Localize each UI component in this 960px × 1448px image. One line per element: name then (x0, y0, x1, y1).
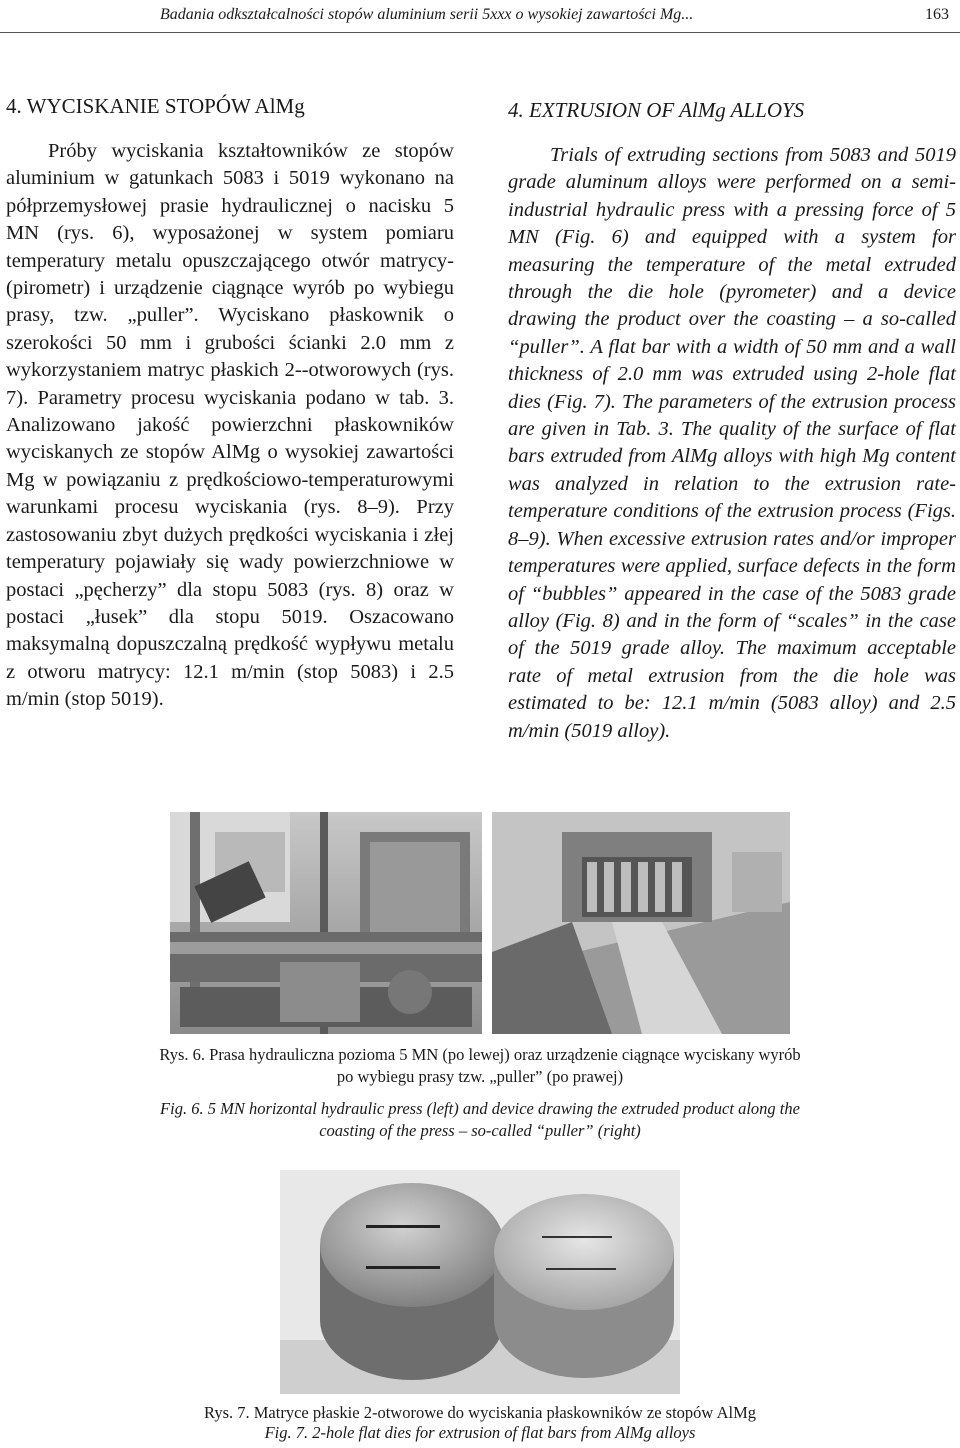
running-title: Badania odkształcalności stopów aluminium serii 5xxx o wysokiej zawartości Mg... (160, 6, 694, 23)
flat-dies-photo (280, 1170, 680, 1394)
section-title-en: 4. EXTRUSION OF AlMg ALLOYS (508, 98, 805, 122)
figure7-caption-pl: Rys. 7. Matryce płaskie 2-otworowe do wyciskania płaskowników ze stopów AlMg (203, 1403, 756, 1422)
figure6-caption-pl: Rys. 6. Prasa hydrauliczna pozioma 5 MN (po lewej) oraz urządzenie ciągnące wyciskany wyrób po wybiegu prasy tzw. „puller” (po prawej) (159, 1045, 801, 1086)
press-photo (170, 812, 482, 1034)
section-title-pl: 4. WYCISKANIE STOPÓW AlMg (6, 94, 305, 118)
page-header (0, 0, 960, 33)
column-english (508, 96, 956, 745)
paragraph-en: Trials of extruding sections from 5083 and 5019 grade aluminum alloys were performed on a semi-industrial hydraulic press with a pressing force of 5 MN (Fig. 6) and equipped with a system for measuring the temperature of the metal extruded through the die hole (pyrometer) and a device drawing the product over the coasting – a so-called “puller”. A flat bar with a width of 50 mm and a wall thickness of 2.0 mm was extruded using 2-hole flat dies (Fig. 7). The parameters of the extrusion process are given in Tab. 3. The quality of the surface of flat bars extruded from AlMg alloys with high Mg content was analyzed in relation to the extrusion rate-temperature conditions of the extrusion process (Figs. 8–9). When excessive extrusion rates and/or improper temperatures were applied, surface defects in the form of “bubbles” appeared in the case of the 5083 grade alloy (Fig. 8) and in the form of “scales” in the case of the 5019 grade alloy. The maximum acceptable rate of metal extrusion from the die hole was estimated to be: 12.1 m/min (5083 alloy) and 2.5 m/min (5019 alloy). (508, 144, 956, 742)
figure6-caption-en: Fig. 6. 5 MN horizontal hydraulic press (left) and device drawing the extruded product along the coasting of the press – so-called “puller” (right) (160, 1099, 800, 1140)
column-polish (6, 92, 454, 714)
paragraph-pl: Próby wyciskania kształtowników ze stopów aluminium w gatunkach 5083 i 5019 wykonano na półprzemysłowej prasie hydraulicznej o nacisku 5 MN (rys. 6), wyposażonej w system pomiaru temperatury metalu opuszczającego otwór matrycy-(pirometr) i urządzenie ciągnące wyrób po wybiegu prasy, tzw. „puller”. Wyciskano płaskownik o szerokości 50 mm i grubości ścianki 2.0 mm z wykorzystaniem matryc płaskich 2--otworowych (rys. 7). Parametry procesu wyciskania podano w tab. 3. Analizowano jakość powierzchni płaskowników wyciskanych ze stopów AlMg o wysokiej zawartości Mg w powiązaniu z prędkościowo-temperaturowymi warunkami procesu wyciskania (rys. 8–9). Przy zastosowaniu zbyt dużych prędkości wyciskania i złej temperatury pojawiały się wady powierzchniowe w postaci „pęcherzy” dla stopu 5083 (rys. 8) oraz w postaci „łusek” dla stopu 5019. Oszacowano maksymalną dopuszczalną prędkość wypływu metalu z otworu matrycy: 12.1 m/min (stop 5083) i 2.5 m/min (stop 5019). (6, 140, 454, 711)
puller-photo (492, 812, 790, 1034)
figure7-caption-en: Fig. 7. 2-hole flat dies for extrusion of flat bars from AlMg alloys (264, 1423, 696, 1442)
page-number: 163 (925, 6, 949, 23)
